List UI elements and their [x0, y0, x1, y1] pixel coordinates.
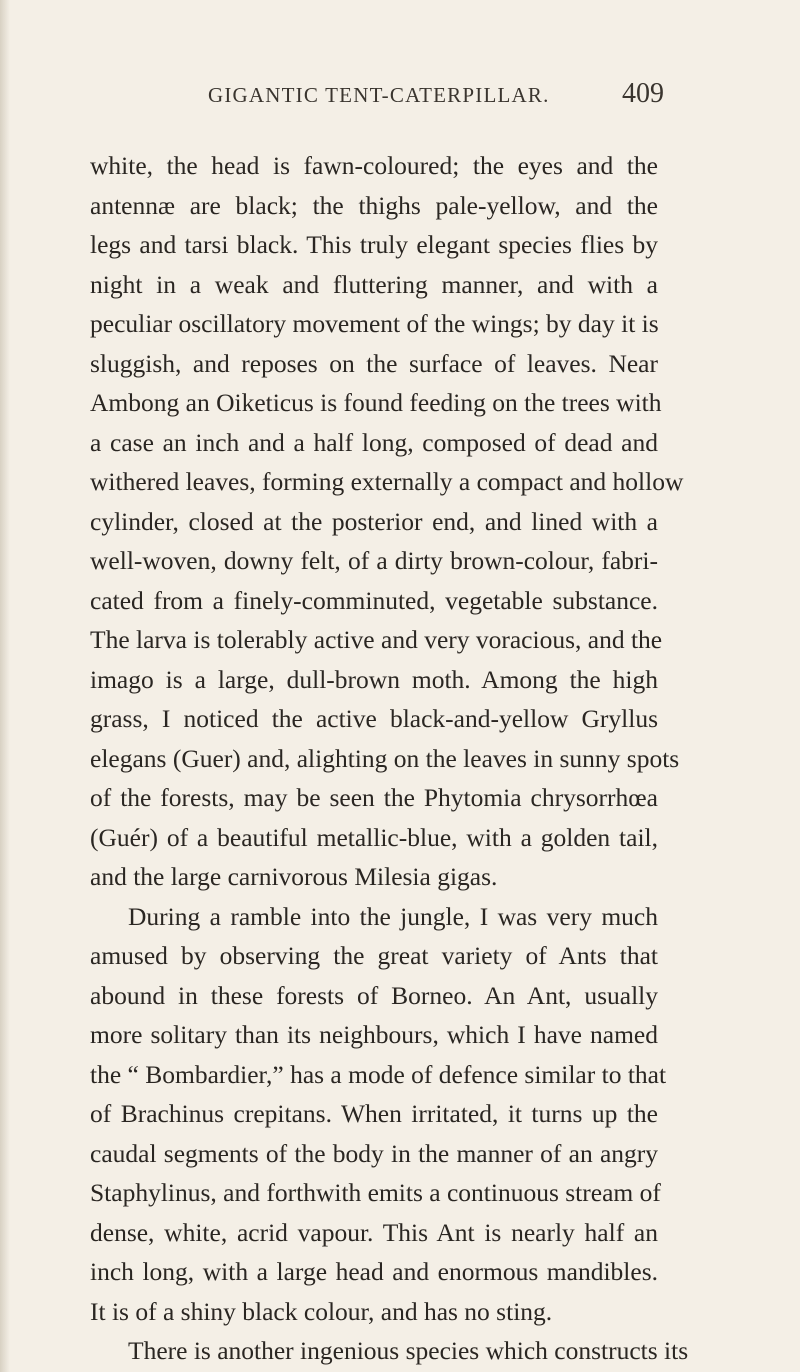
text-line: (Guér) of a beautiful metallic-blue, with a golden tail, [90, 822, 658, 852]
text-line: grass, I noticed the active black-and-yellow Gryllus [90, 704, 658, 733]
text-line: of the forests, may be seen the Phytomia chrysorrhœa [90, 783, 658, 812]
text-line: cylinder, closed at the posterior end, and lined with a [90, 506, 658, 536]
text-line: peculiar oscillatory movement of the wings; by day it is [90, 309, 659, 338]
text-line: elegans (Guer) and, alighting on the leaves in sunny spots [90, 743, 680, 773]
text-line: antennæ are black; the thighs pale-yellow, and the [90, 190, 658, 220]
text-line: night in a weak and fluttering manner, and with a [90, 269, 658, 299]
page-gutter-shadow [0, 0, 10, 1372]
text-line: legs and tarsi black. This truly elegant species flies by [90, 230, 658, 259]
text-line: inch long, with a large head and enormous mandibles. [90, 1257, 658, 1286]
text-line: Staphylinus, and forthwith emits a continuous stream of [90, 1178, 661, 1207]
text-line: a case an inch and a half long, composed of dead and [90, 427, 658, 457]
text-line: of Brachinus crepitans. When irritated, it turns up the [90, 1099, 658, 1128]
text-line: The larva is tolerably active and very voracious, and the [90, 625, 663, 654]
page-header [208, 78, 664, 123]
text-line: caudal segments of the body in the manner of an angry [90, 1138, 658, 1168]
paragraph-start-line: There is another ingenious species which constructs its [128, 1336, 689, 1365]
text-line: imago is a large, dull-brown moth. Among the high [90, 664, 658, 694]
text-line: Ambong an Oiketicus is found feeding on the trees with [90, 388, 662, 417]
text-line: amused by observing the great variety of Ants that [90, 941, 658, 970]
paragraph-start-line: During a ramble into the jungle, I was very much [128, 901, 658, 931]
text-line: white, the head is fawn-coloured; the eyes and the [90, 151, 658, 180]
body-text [90, 146, 689, 1371]
text-line: well-woven, downy felt, of a dirty brown-colour, fabri- [90, 546, 658, 575]
text-line: withered leaves, forming externally a compact and hollow [90, 467, 684, 496]
text-line: the “ Bombardier,” has a mode of defence similar to that [90, 1059, 667, 1089]
text-line: cated from a finely-comminuted, vegetable substance. [90, 585, 658, 615]
page-number: 409 [622, 78, 664, 109]
text-line: and the large carnivorous Milesia gigas. [90, 862, 498, 891]
text-line: more solitary than its neighbours, which I have named [90, 1020, 658, 1049]
text-line: abound in these forests of Borneo. An Ant, usually [90, 980, 658, 1010]
text-line: It is of a shiny black colour, and has no sting. [90, 1296, 553, 1326]
text-line: dense, white, acrid vapour. This Ant is nearly half an [90, 1217, 658, 1247]
text-line: sluggish, and reposes on the surface of leaves. Near [90, 348, 658, 378]
running-head: GIGANTIC TENT-CATERPILLAR. [208, 83, 550, 107]
